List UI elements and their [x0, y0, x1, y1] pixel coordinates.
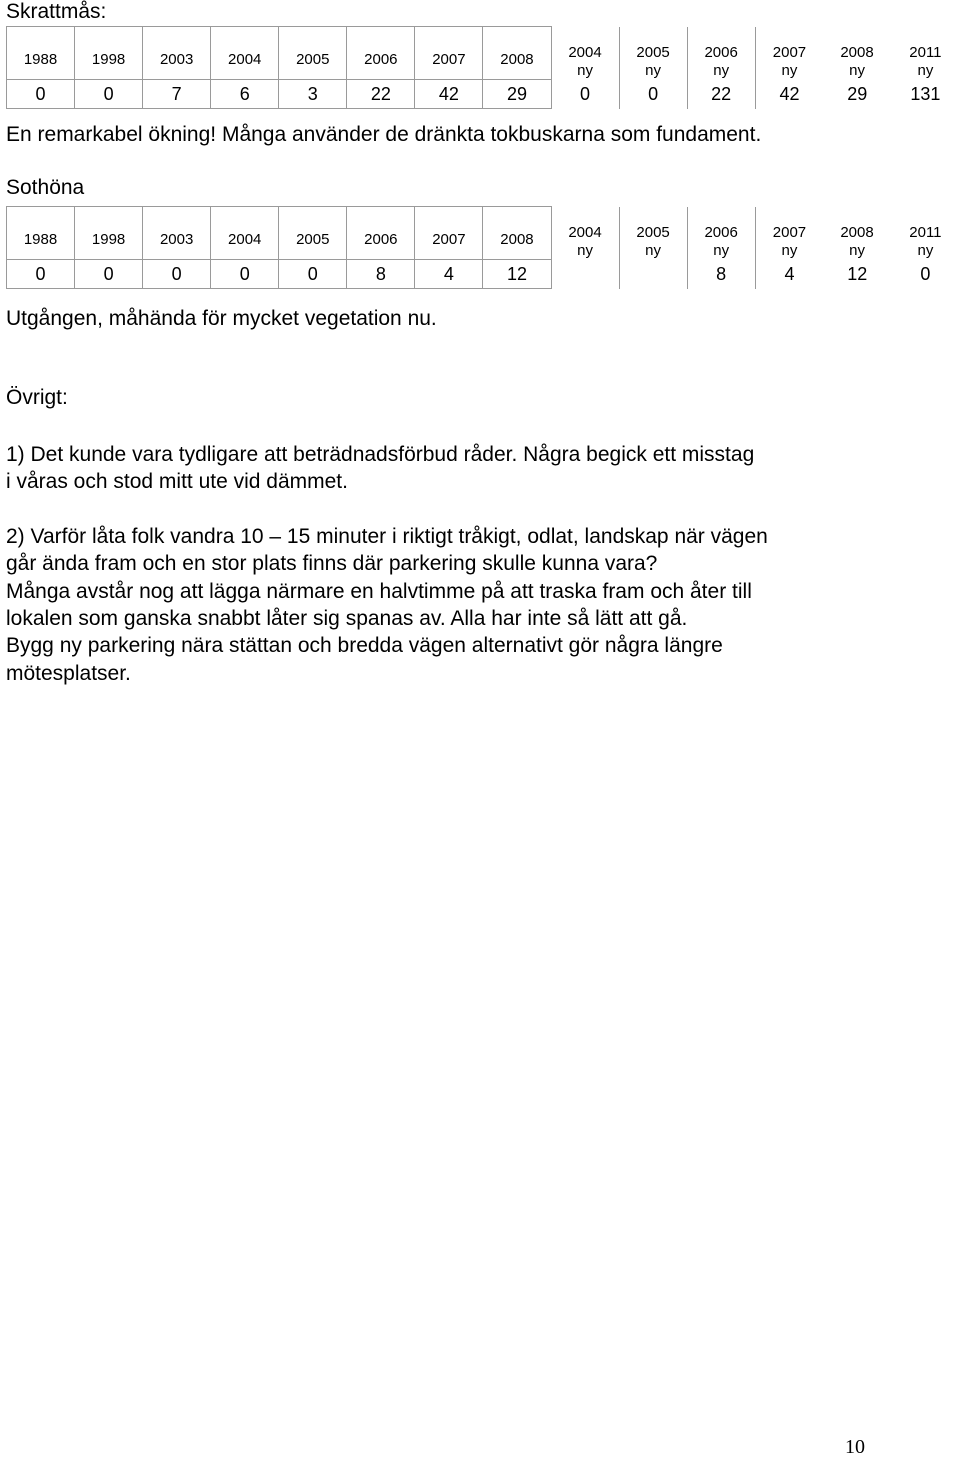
- sothona-comment: Utgången, måhända för mycket vegetation nu.: [6, 307, 437, 330]
- count-cell: 8: [347, 260, 415, 289]
- count-cell: 0: [279, 260, 347, 289]
- ovrigt-paragraph-2-line: 2) Varför låta folk vandra 10 – 15 minuter i riktigt tråkigt, odlat, landskap när vägen: [6, 525, 768, 548]
- count-cell: 7: [143, 80, 211, 109]
- ovrigt-paragraph-2-line: lokalen som ganska snabbt låter sig spanas av. Alla har inte så lätt att gå.: [6, 607, 688, 630]
- year-header: 2003: [143, 27, 211, 80]
- year-header: 1988: [7, 27, 75, 80]
- count-cell: 0: [7, 80, 75, 109]
- count-cell: 42: [755, 80, 823, 109]
- count-cell: 29: [847, 83, 868, 104]
- ny-year-header: 2007 ny: [755, 207, 823, 260]
- year-header: 2007: [415, 27, 483, 80]
- count-cell: 29: [483, 80, 551, 109]
- skrattmas-title: Skrattmås:: [6, 0, 107, 23]
- year-header: 2005: [279, 27, 347, 80]
- ny-year-header: 2007 ny: [755, 27, 823, 80]
- count-cell: 12: [483, 260, 551, 289]
- ovrigt-paragraph-1-line: i våras och stod mitt ute vid dämmet.: [6, 470, 348, 493]
- ny-year-header: 2011 ny: [909, 223, 942, 259]
- ovrigt-paragraph-2-line: går ända fram och en stor plats finns där parkering skulle kunna vara?: [6, 552, 658, 575]
- year-header: 2004: [211, 207, 279, 260]
- count-cell: 22: [687, 80, 755, 109]
- table-value-row: [7, 260, 960, 289]
- count-cell: 0: [75, 260, 143, 289]
- ny-year-header: 2006 ny: [687, 207, 755, 260]
- year-header: 2003: [143, 207, 211, 260]
- count-cell: [619, 260, 687, 289]
- skrattmas-comment: En remarkabel ökning! Många använder de dränkta tokbuskarna som fundament.: [6, 123, 762, 146]
- count-cell: 12: [847, 263, 868, 284]
- year-header: 2005: [279, 207, 347, 260]
- count-cell: 0: [619, 80, 687, 109]
- count-cell: 0: [143, 260, 211, 289]
- count-cell: 0: [75, 80, 143, 109]
- year-header: 1998: [75, 207, 143, 260]
- count-cell: 0: [920, 263, 931, 284]
- ny-year-header: 2008 ny: [840, 43, 874, 79]
- year-header: 2006: [347, 207, 415, 260]
- ny-year-header: 2005 ny: [619, 207, 687, 260]
- ny-year-header: 2011 ny: [909, 43, 942, 79]
- year-header: 2008: [483, 27, 551, 80]
- ny-year-header: 2006 ny: [687, 27, 755, 80]
- count-cell: 3: [279, 80, 347, 109]
- year-header: 2008: [483, 207, 551, 260]
- ny-year-header: 2004 ny: [551, 207, 619, 260]
- count-cell: 131: [910, 83, 941, 104]
- table-header-row: [7, 207, 960, 260]
- ny-year-header: 2008 ny: [840, 223, 874, 259]
- count-cell: 4: [415, 260, 483, 289]
- ny-year-header: 2005 ny: [619, 27, 687, 80]
- count-cell: 0: [211, 260, 279, 289]
- year-header: 2006: [347, 27, 415, 80]
- sothona-count-table: [6, 206, 960, 289]
- year-header: 2004: [211, 27, 279, 80]
- ovrigt-paragraph-2-line: mötesplatser.: [6, 662, 131, 685]
- count-cell: [551, 260, 619, 289]
- count-cell: 4: [755, 260, 823, 289]
- year-header: 2007: [415, 207, 483, 260]
- sothona-title: Sothöna: [6, 176, 85, 199]
- count-cell: 42: [415, 80, 483, 109]
- count-cell: 8: [687, 260, 755, 289]
- ovrigt-paragraph-2-line: Bygg ny parkering nära stättan och bredda vägen alternativt gör några längre: [6, 634, 723, 657]
- ovrigt-paragraph-2-line: Många avstår nog att lägga närmare en halvtimme på att traska fram och åter till: [6, 580, 752, 603]
- page-number: 10: [845, 1436, 865, 1458]
- count-cell: 0: [551, 80, 619, 109]
- ny-year-header: 2004 ny: [551, 27, 619, 80]
- count-cell: 0: [7, 260, 75, 289]
- count-cell: 6: [211, 80, 279, 109]
- ovrigt-title: Övrigt:: [6, 386, 68, 409]
- year-header: 1998: [75, 27, 143, 80]
- skrattmas-count-table: [6, 26, 960, 109]
- ovrigt-paragraph-1-line: 1) Det kunde vara tydligare att beträdnadsförbud råder. Några begick ett misstag: [6, 443, 755, 466]
- year-header: 1988: [7, 207, 75, 260]
- table-value-row: [7, 80, 960, 109]
- table-header-row: [7, 27, 960, 80]
- count-cell: 22: [347, 80, 415, 109]
